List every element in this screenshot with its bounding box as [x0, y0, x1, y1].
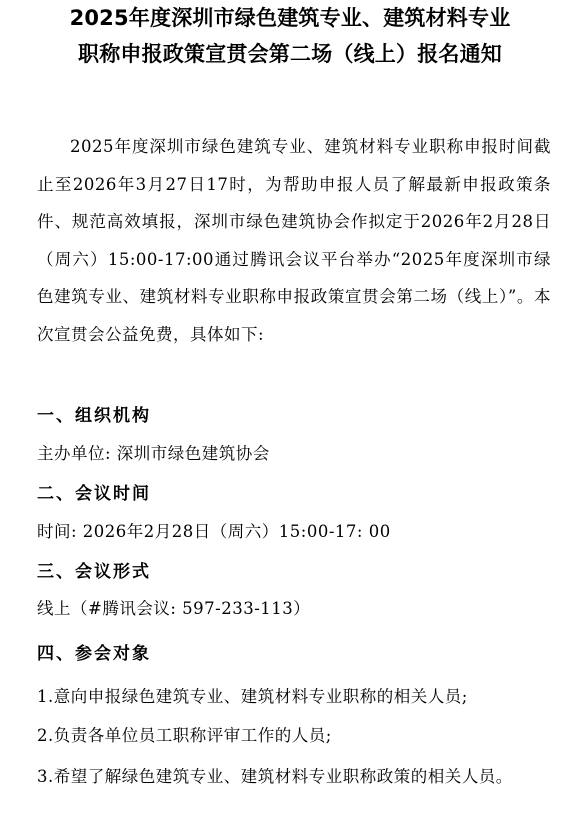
intro-paragraph: 2025年度深圳市绿色建筑专业、建筑材料专业职称申报时间截止至2026年3月27日17时，为帮助申报人员了解最新申报政策条件、规范高效填报，深圳市绿色建筑协会作拟定于2026年2月28日（周六）15:00-17:00通过腾讯会议平台举办“2025年度深圳市绿色建筑专业、建筑材料专业职称申报政策宣贯会第二场（线上）”。本次宣贯会公益免费，具体如下: [37, 137, 551, 344]
section-heading-audience: 四、参会对象 [37, 644, 151, 664]
section-heading-time: 二、会议时间 [37, 484, 151, 504]
audience-item-2: 2.负责各单位员工职称评审工作的人员; [37, 726, 332, 745]
section-heading-organizer: 一、组织机构 [37, 406, 151, 426]
audience-item-3: 3.希望了解绿色建筑专业、建筑材料专业职称政策的相关人员。 [37, 767, 513, 786]
document-title-line-2: 职称申报政策宣贯会第二场（线上）报名通知 [78, 42, 502, 66]
meeting-format-text: 线上（#腾讯会议: 597-233-113） [37, 599, 311, 618]
audience-item-1: 1.意向申报绿色建筑专业、建筑材料专业职称的相关人员; [37, 687, 468, 706]
document-title-line-1: 2025年度深圳市绿色建筑专业、建筑材料专业 [69, 6, 511, 30]
section-heading-format: 三、会议形式 [37, 562, 151, 582]
organizer-text: 主办单位: 深圳市绿色建筑协会 [37, 444, 270, 463]
meeting-time-text: 时间: 2026年2月28日（周六）15:00-17: 00 [37, 522, 391, 541]
